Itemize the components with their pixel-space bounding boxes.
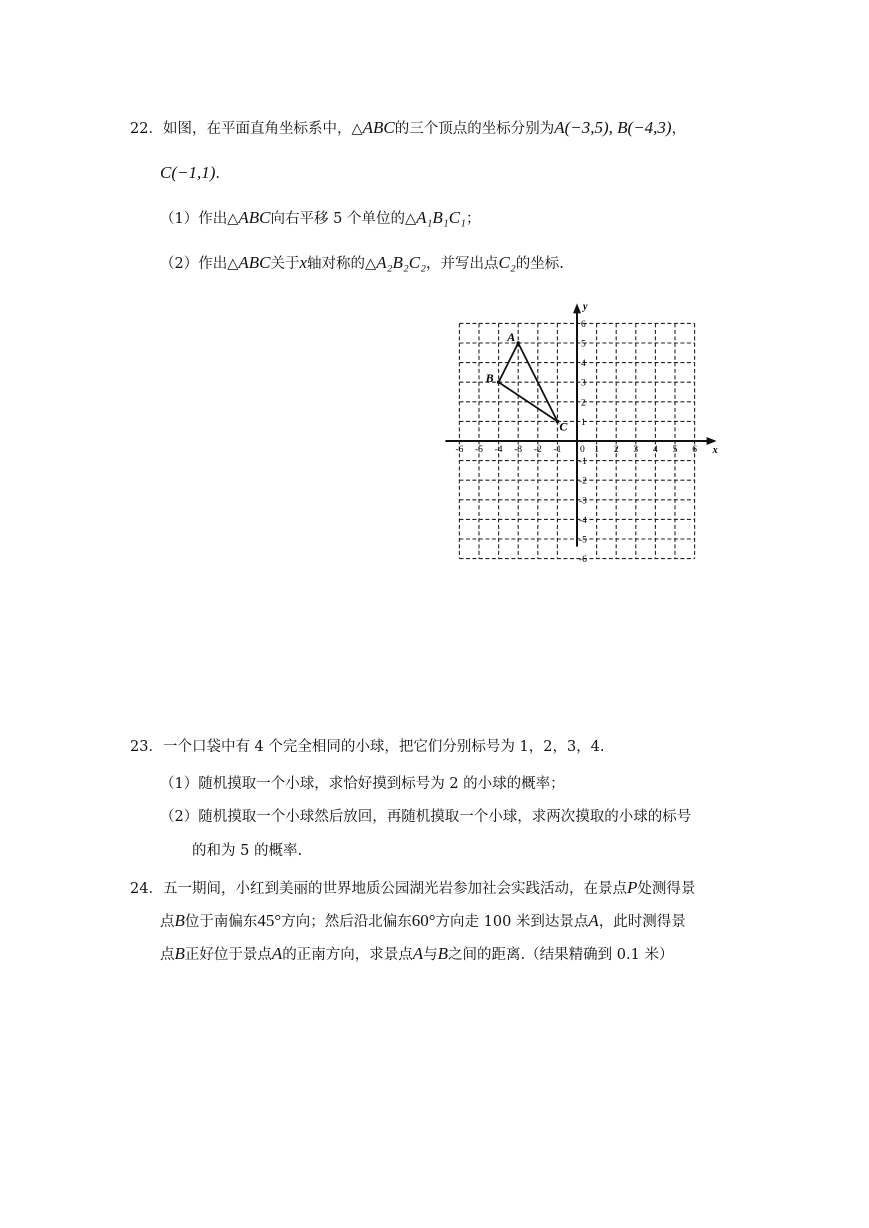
x-tick-label: 1 — [594, 445, 599, 455]
x-tick-label: 6 — [692, 445, 697, 455]
y-tick-label: 5 — [581, 339, 586, 350]
vertex-label-c: C — [559, 419, 568, 434]
q23-part1: （1）随机摸取一个小球，求恰好摸到标号为 2 的小球的概率； — [160, 776, 565, 792]
x-tick-label: 4 — [653, 445, 658, 455]
q22-stem: 22．如图，在平面直角坐标系中，△ABC的三个顶点的坐标分别为A(−3,5), B(−4,3)， — [130, 118, 687, 137]
y-tick-label: 3 — [581, 378, 586, 389]
y-tick-label: -6 — [579, 555, 587, 566]
x-tick-label: -4 — [494, 445, 503, 455]
y-axis-label: y — [583, 301, 588, 313]
x-axis-arrow — [707, 437, 717, 445]
y-tick-label: 1 — [581, 417, 586, 428]
q22-part2: （2）作出△ABC关于x轴对称的△A₂B₂C₂，并写出点C₂的坐标. — [160, 253, 564, 272]
x-tick-label: 5 — [672, 445, 678, 455]
x-tick-label: -1 — [553, 445, 562, 455]
y-tick-label: -3 — [579, 496, 587, 507]
q23-stem: 23．一个口袋中有 4 个完全相同的小球，把它们分别标号为 1，2，3，4. — [130, 739, 605, 755]
x-tick-label: 3 — [633, 445, 639, 455]
q23-part2-cont: 的和为 5 的概率. — [192, 843, 303, 859]
y-tick-label: 4 — [581, 359, 586, 370]
x-tick-label: 2 — [613, 445, 619, 455]
vertex-a — [516, 341, 520, 345]
y-tick-label: -5 — [579, 535, 587, 546]
q24-line1: 24．五一期间，小红到美丽的世界地质公园湖光岩参加社会实践活动，在景点P处测得景 — [130, 878, 696, 897]
vertex-label-b: B — [485, 371, 494, 386]
x-tick-label: -2 — [533, 445, 542, 455]
x-axis-label: x — [712, 445, 718, 456]
q24-line3: 点B正好位于景点A的正南方向，求景点A与B之间的距离.（结果精确到 0.1 米） — [160, 944, 674, 963]
y-tick-label: 2 — [581, 398, 586, 409]
x-tick-label: -5 — [475, 445, 483, 455]
origin-label: 0 — [580, 445, 585, 455]
x-tick-label: -6 — [455, 445, 464, 455]
y-tick-label: -1 — [579, 457, 587, 468]
coordinate-graph — [438, 296, 718, 576]
q23-part2: （2）随机摸取一个小球然后放回，再随机摸取一个小球，求两次摸取的小球的标号 — [160, 809, 692, 825]
q22-part1: （1）作出△ABC向右平移 5 个单位的△A₁B₁C₁； — [160, 208, 481, 227]
q24-line2: 点B位于南偏东45°方向；然后沿北偏东60°方向走 100 米到达景点A，此时测得景 — [160, 911, 686, 930]
vertex-label-a: A — [507, 330, 516, 344]
x-tick-label: -3 — [514, 445, 523, 455]
vertex-b — [497, 380, 501, 384]
y-tick-label: 6 — [581, 319, 586, 330]
y-tick-label: -2 — [579, 476, 587, 487]
y-axis-arrow — [573, 303, 581, 313]
y-tick-label: -4 — [579, 515, 587, 526]
q22-stem-cont: C(−1,1). — [160, 163, 220, 182]
